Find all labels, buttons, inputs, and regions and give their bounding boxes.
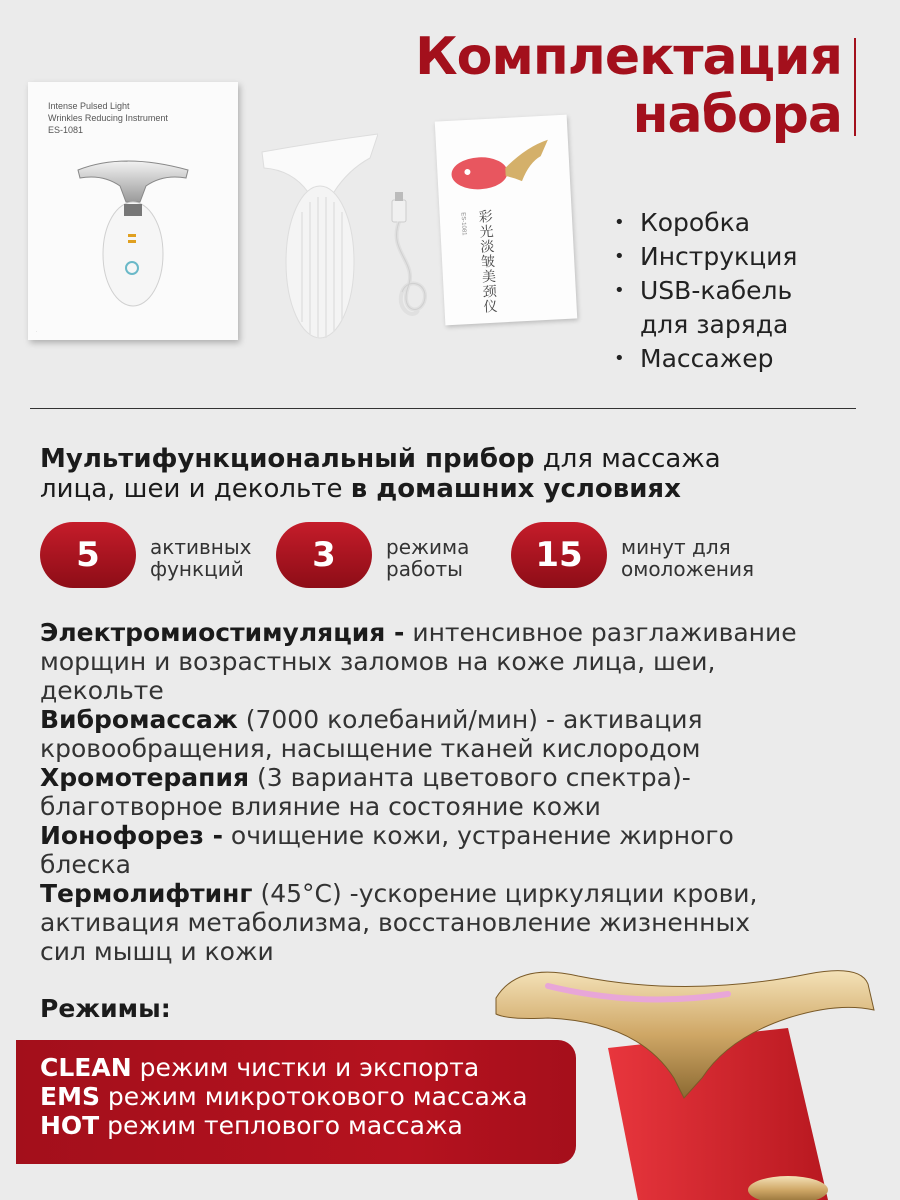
title-line-1: Комплектация: [415, 27, 842, 87]
box-model: ES-1081: [48, 125, 84, 135]
mode-item-hot: [40, 1112, 463, 1140]
usb-cable-image: [378, 192, 438, 322]
feature-item: [40, 763, 800, 821]
modes-title: Режимы:: [40, 994, 171, 1023]
box-label-line-1: Intense Pulsed Light: [48, 101, 130, 111]
feature-item: [40, 618, 800, 705]
manual-title: 彩光淡皱美颈仪: [477, 208, 499, 315]
white-massager-image: [258, 112, 378, 342]
instruction-manual-image: [435, 115, 577, 326]
box-device-illustration: [28, 82, 238, 340]
manual-device-illustration: [435, 125, 571, 212]
mode-item-clean: [40, 1054, 479, 1082]
product-box-image: [28, 82, 238, 340]
stat-value: 5: [40, 522, 136, 588]
box-label-line-2: Wrinkles Reducing Instrument: [48, 113, 168, 123]
stat-label-line-2: омоложения: [621, 557, 755, 581]
feature-name: Термолифтинг: [40, 879, 253, 908]
feature-text: (3 варианта цветового спектра)- благотворное влияние на состояние кожи: [40, 763, 691, 821]
kit-item-usb-cable-continued: для заряда: [640, 310, 789, 339]
stat-label: [150, 536, 251, 580]
kit-item-massager: • Массажер: [612, 342, 797, 376]
intro-text-1: для массажа лица, шеи и декольте: [40, 444, 721, 504]
feature-text: очищение кожи, устранение жирного блеска: [40, 821, 734, 879]
kit-item-box: • Коробка: [612, 206, 797, 240]
feature-name: Хромотерапия: [40, 763, 250, 792]
intro-bold-2: в домашних условиях: [350, 474, 681, 504]
feature-text: (7000 колебаний/мин) - активация кровообращения, насыщение тканей кислородом: [40, 705, 703, 763]
mode-text: режим теплового массажа: [99, 1111, 463, 1140]
feature-name: Ионофорез -: [40, 821, 223, 850]
mode-text: режим чистки и экспорта: [131, 1053, 480, 1082]
stat-value: 3: [276, 522, 372, 588]
section-divider: [30, 408, 856, 409]
feature-name: Вибромассаж: [40, 705, 238, 734]
mode-item-ems: [40, 1083, 528, 1111]
manual-model: ES-1081: [459, 212, 467, 236]
feature-text: (45°C) -ускорение циркуляции крови, активация метаболизма, восстановление жизненных сил мышц и кожи: [40, 879, 758, 966]
feature-item: [40, 705, 800, 763]
feature-item: [40, 879, 800, 966]
stat-label-line-2: работы: [386, 557, 463, 581]
features-list: [40, 618, 800, 966]
mode-name: CLEAN: [40, 1053, 132, 1082]
kit-contents-list: [612, 206, 797, 376]
feature-item: [40, 821, 800, 879]
mode-text: режим микротокового массажа: [99, 1082, 528, 1111]
mode-name: HOT: [40, 1111, 100, 1140]
feature-text: интенсивное разглаживание морщин и возрастных заломов на коже лица, шеи, декольте: [40, 618, 797, 705]
stat-label-line-2: функций: [150, 557, 244, 581]
stat-label-line-1: минут для: [621, 535, 731, 559]
feature-name: Электромиостимуляция -: [40, 618, 405, 647]
stat-value: 15: [511, 522, 607, 588]
stat-label-line-1: активных: [150, 535, 252, 559]
kit-item-usb-cable: • USB-кабель: [612, 274, 797, 308]
intro-bold-1: Мультифункциональный прибор: [40, 444, 535, 474]
stat-label-line-1: режима: [386, 535, 470, 559]
title-line-2: набора: [632, 85, 842, 145]
title-accent-bar: [854, 38, 856, 136]
modes-panel: [16, 1040, 576, 1164]
box-fine-print: ·: [36, 329, 38, 334]
stat-label: [386, 536, 469, 580]
mode-name: EMS: [40, 1082, 100, 1111]
stat-label: [621, 536, 754, 580]
kit-item-manual: • Инструкция: [612, 240, 797, 274]
intro-text: [40, 444, 740, 504]
